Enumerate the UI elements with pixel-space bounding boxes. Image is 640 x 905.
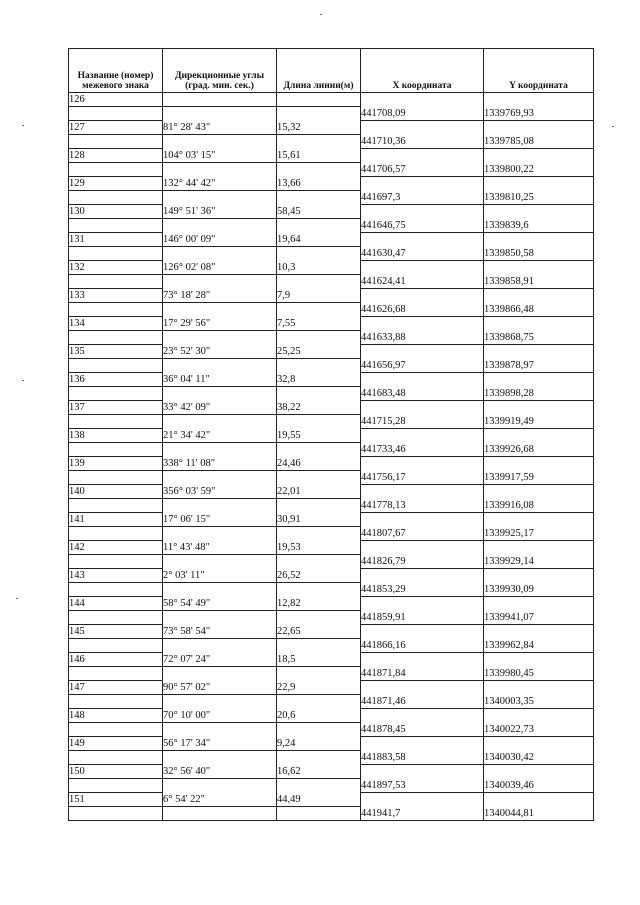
y-coordinate-cell: 1339810,25 [484,177,594,205]
point-name-spacer [69,191,163,205]
line-length-cell: 13,66 [277,163,361,191]
scan-speck [612,126,614,127]
y-coordinate-cell: 1340039,46 [484,765,594,793]
x-coordinate-cell: 441756,17 [361,457,484,485]
point-name-cell: 145 [69,625,163,639]
y-coordinate-cell: 1339925,17 [484,513,594,541]
direction-angle-cell: 73° 18' 28" [163,275,277,303]
y-coordinate-cell: 1339962,84 [484,625,594,653]
point-name-spacer [69,471,163,485]
point-name-cell: 127 [69,121,163,135]
header-x-coordinate: X координата [361,49,484,93]
direction-angle-cell: 338° 11' 08" [163,443,277,471]
x-coordinate-cell: 441826,79 [361,541,484,569]
line-length-cell: 58,45 [277,191,361,219]
header-direction-angle: Дирекционные углы (град. мин. сек.) [163,49,277,93]
point-name-cell: 135 [69,345,163,359]
point-name-cell: 132 [69,261,163,275]
direction-angle-cell: 17° 06' 15" [163,499,277,527]
point-name-spacer [69,667,163,681]
y-coordinate-cell: 1339941,07 [484,597,594,625]
length-cell [277,807,361,821]
line-length-cell: 19,53 [277,527,361,555]
y-coordinate-cell: 1339980,45 [484,653,594,681]
line-length-cell: 15,32 [277,107,361,135]
direction-angle-cell: 70° 10' 00" [163,695,277,723]
line-length-cell: 25,25 [277,331,361,359]
line-length-cell: 7,9 [277,275,361,303]
point-name-spacer [69,387,163,401]
y-coordinate-cell: 1339769,93 [484,93,594,121]
line-length-cell: 22,9 [277,667,361,695]
table-header-row [69,49,594,93]
point-name-cell: 138 [69,429,163,443]
y-coordinate-cell: 1339929,14 [484,541,594,569]
header-point-name: Название (номер) межевого знака [69,49,163,93]
point-name-spacer [69,107,163,121]
point-name-cell: 148 [69,709,163,723]
point-name-cell: 149 [69,737,163,751]
x-coordinate-cell: 441853,29 [361,569,484,597]
line-length-cell: 19,55 [277,415,361,443]
x-coordinate-cell: 441941,7 [361,793,484,821]
x-coordinate-cell: 441897,53 [361,765,484,793]
line-length-cell: 16,62 [277,751,361,779]
y-coordinate-cell: 1339930,09 [484,569,594,597]
point-name-spacer [69,247,163,261]
boundary-points-table [68,48,594,821]
point-name-spacer [69,583,163,597]
x-coordinate-cell: 441656,97 [361,345,484,373]
x-coordinate-cell: 441710,36 [361,121,484,149]
y-coordinate-cell: 1339919,49 [484,401,594,429]
point-name-cell: 130 [69,205,163,219]
point-name-cell: 134 [69,317,163,331]
direction-angle-cell: 132° 44' 42" [163,163,277,191]
point-name-cell: 126 [69,93,163,107]
table-body [69,93,594,821]
point-name-spacer [69,275,163,289]
y-coordinate-cell: 1340030,42 [484,737,594,765]
line-length-cell: 26,52 [277,555,361,583]
line-length-cell: 19,64 [277,219,361,247]
point-name-spacer [69,499,163,513]
x-coordinate-cell: 441807,67 [361,513,484,541]
x-coordinate-cell: 441883,58 [361,737,484,765]
y-coordinate-cell: 1339916,08 [484,485,594,513]
point-name-cell: 133 [69,289,163,303]
x-coordinate-cell: 441706,57 [361,149,484,177]
line-length-cell: 32,8 [277,359,361,387]
point-name-spacer [69,611,163,625]
y-coordinate-cell: 1339785,08 [484,121,594,149]
direction-angle-cell: 126° 02' 08" [163,247,277,275]
point-name-cell: 142 [69,541,163,555]
x-coordinate-cell: 441715,28 [361,401,484,429]
point-name-cell: 141 [69,513,163,527]
direction-angle-cell: 17° 29' 56" [163,303,277,331]
point-name-spacer [69,779,163,793]
direction-angle-cell: 23° 52' 30" [163,331,277,359]
point-name-spacer [69,359,163,373]
x-coordinate-cell: 441708,09 [361,93,484,121]
point-name-spacer [69,639,163,653]
line-length-cell: 44,49 [277,779,361,807]
point-name-cell: 147 [69,681,163,695]
point-name-spacer [69,135,163,149]
x-coordinate-cell: 441683,48 [361,373,484,401]
point-name-spacer [69,219,163,233]
x-coordinate-cell: 441624,41 [361,261,484,289]
point-name-spacer [69,527,163,541]
scan-speck [22,125,24,126]
direction-angle-cell: 36° 04' 11" [163,359,277,387]
y-coordinate-cell: 1339850,58 [484,233,594,261]
point-name-spacer [69,415,163,429]
line-length-cell: 12,82 [277,583,361,611]
table-row [69,93,594,107]
angle-cell [163,93,277,107]
y-coordinate-cell: 1339866,48 [484,289,594,317]
y-coordinate-cell: 1339800,22 [484,149,594,177]
y-coordinate-cell: 1339858,91 [484,261,594,289]
x-coordinate-cell: 441878,45 [361,709,484,737]
line-length-cell: 18,5 [277,639,361,667]
direction-angle-cell: 56° 17' 34" [163,723,277,751]
point-name-spacer [69,163,163,177]
point-name-spacer [69,443,163,457]
x-coordinate-cell: 441733,46 [361,429,484,457]
point-name-spacer [69,555,163,569]
direction-angle-cell: 2° 03' 11" [163,555,277,583]
direction-angle-cell: 81° 28' 43" [163,107,277,135]
y-coordinate-cell: 1339898,28 [484,373,594,401]
line-length-cell: 30,91 [277,499,361,527]
point-name-cell: 136 [69,373,163,387]
point-name-spacer [69,331,163,345]
scan-speck [320,14,322,15]
direction-angle-cell: 90° 57' 02" [163,667,277,695]
line-length-cell: 7,55 [277,303,361,331]
x-coordinate-cell: 441871,46 [361,681,484,709]
direction-angle-cell: 146° 00' 09" [163,219,277,247]
length-cell [277,93,361,107]
direction-angle-cell: 11° 43' 48" [163,527,277,555]
y-coordinate-cell: 1339839,6 [484,205,594,233]
y-coordinate-cell: 1340003,35 [484,681,594,709]
direction-angle-cell: 73° 58' 54" [163,611,277,639]
direction-angle-cell: 149° 51' 36" [163,191,277,219]
y-coordinate-cell: 1339926,68 [484,429,594,457]
point-name-spacer [69,723,163,737]
x-coordinate-cell: 441866,16 [361,625,484,653]
header-line-length: Длина линии(м) [277,49,361,93]
x-coordinate-cell: 441633,88 [361,317,484,345]
y-coordinate-cell: 1340022,73 [484,709,594,737]
point-name-cell: 128 [69,149,163,163]
line-length-cell: 24,46 [277,443,361,471]
x-coordinate-cell: 441778,13 [361,485,484,513]
point-name-cell: 150 [69,765,163,779]
direction-angle-cell: 104° 03' 15" [163,135,277,163]
point-name-cell: 131 [69,233,163,247]
point-name-spacer [69,807,163,821]
y-coordinate-cell: 1339878,97 [484,345,594,373]
point-name-cell: 146 [69,653,163,667]
x-coordinate-cell: 441630,47 [361,233,484,261]
scan-speck [16,598,18,599]
x-coordinate-cell: 441697,3 [361,177,484,205]
y-coordinate-cell: 1339917,59 [484,457,594,485]
point-name-cell: 144 [69,597,163,611]
header-y-coordinate: Y координата [484,49,594,93]
point-name-cell: 139 [69,457,163,471]
point-name-cell: 140 [69,485,163,499]
point-name-spacer [69,303,163,317]
scan-speck [22,380,24,381]
line-length-cell: 10,3 [277,247,361,275]
x-coordinate-cell: 441626,68 [361,289,484,317]
y-coordinate-cell: 1339868,75 [484,317,594,345]
direction-angle-cell: 32° 56' 40" [163,751,277,779]
line-length-cell: 9,24 [277,723,361,751]
point-name-cell: 143 [69,569,163,583]
line-length-cell: 38,22 [277,387,361,415]
direction-angle-cell: 21° 34' 42" [163,415,277,443]
line-length-cell: 20,6 [277,695,361,723]
point-name-spacer [69,751,163,765]
angle-cell [163,807,277,821]
line-length-cell: 22,65 [277,611,361,639]
point-name-cell: 151 [69,793,163,807]
direction-angle-cell: 6° 54' 22" [163,779,277,807]
direction-angle-cell: 33° 42' 09" [163,387,277,415]
x-coordinate-cell: 441871,84 [361,653,484,681]
x-coordinate-cell: 441859,91 [361,597,484,625]
direction-angle-cell: 58° 54' 49" [163,583,277,611]
point-name-cell: 129 [69,177,163,191]
y-coordinate-cell: 1340044,81 [484,793,594,821]
direction-angle-cell: 72° 07' 24" [163,639,277,667]
line-length-cell: 15,61 [277,135,361,163]
x-coordinate-cell: 441646,75 [361,205,484,233]
point-name-spacer [69,695,163,709]
line-length-cell: 22,01 [277,471,361,499]
point-name-cell: 137 [69,401,163,415]
direction-angle-cell: 356° 03' 59" [163,471,277,499]
